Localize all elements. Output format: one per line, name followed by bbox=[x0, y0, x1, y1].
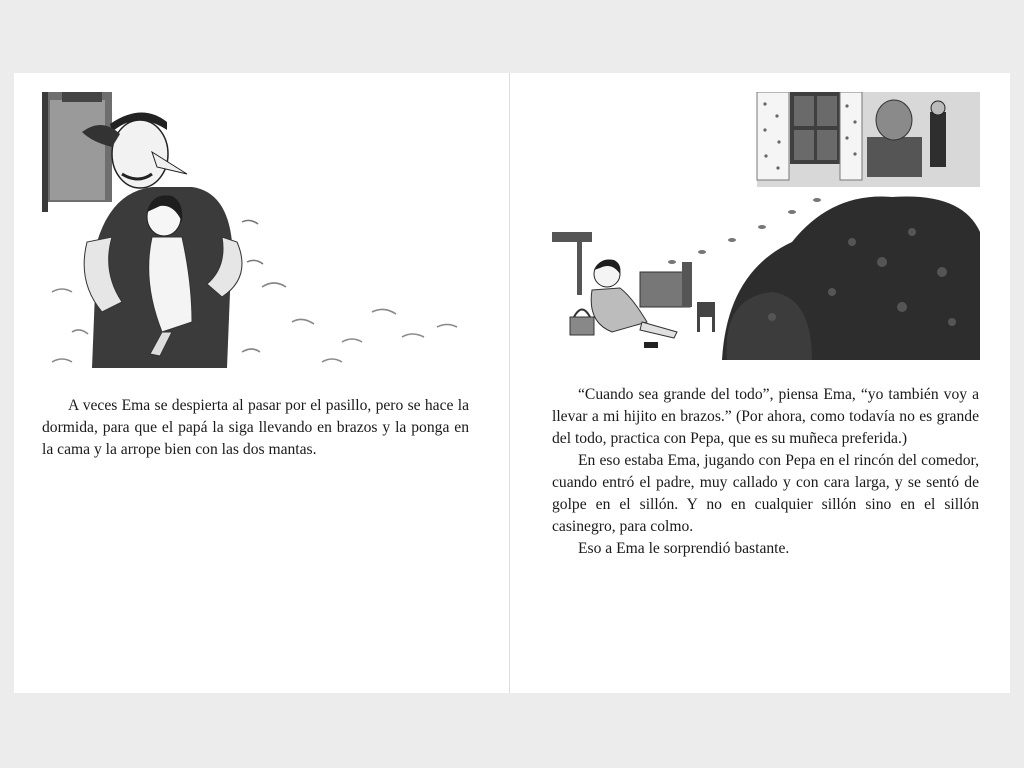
girl-playing-with-doll-illustration bbox=[552, 92, 980, 360]
paragraph: A veces Ema se despierta al pasar por el pasillo, pero se hace la dormida, para que el papá la siga llevando en brazos y la ponga en la cama y la arrope bien con las dos mantas. bbox=[42, 397, 469, 458]
paragraph: “Cuando sea grande del todo”, piensa Ema, “yo también voy a llevar a mi hijito en brazos.” (Por ahora, como todavía no es grande del todo, practica con Pepa, que es su muñeca preferida.) bbox=[552, 386, 979, 447]
left-page-text bbox=[42, 395, 469, 461]
paragraph: En eso estaba Ema, jugando con Pepa en el rincón del comedor, cuando entró el padre, muy callado y con cara larga, y se sentó de golpe en el sillón. Y no en cualquier sillón sino en el sillón casinegro, para colmo. bbox=[552, 452, 979, 535]
father-carrying-girl-illustration bbox=[42, 92, 470, 368]
book-spread bbox=[14, 73, 1010, 693]
paragraph: Eso a Ema le sorprendió bastante. bbox=[578, 540, 790, 557]
right-page bbox=[510, 73, 1010, 693]
right-page-text bbox=[552, 384, 979, 560]
left-page bbox=[14, 73, 509, 693]
